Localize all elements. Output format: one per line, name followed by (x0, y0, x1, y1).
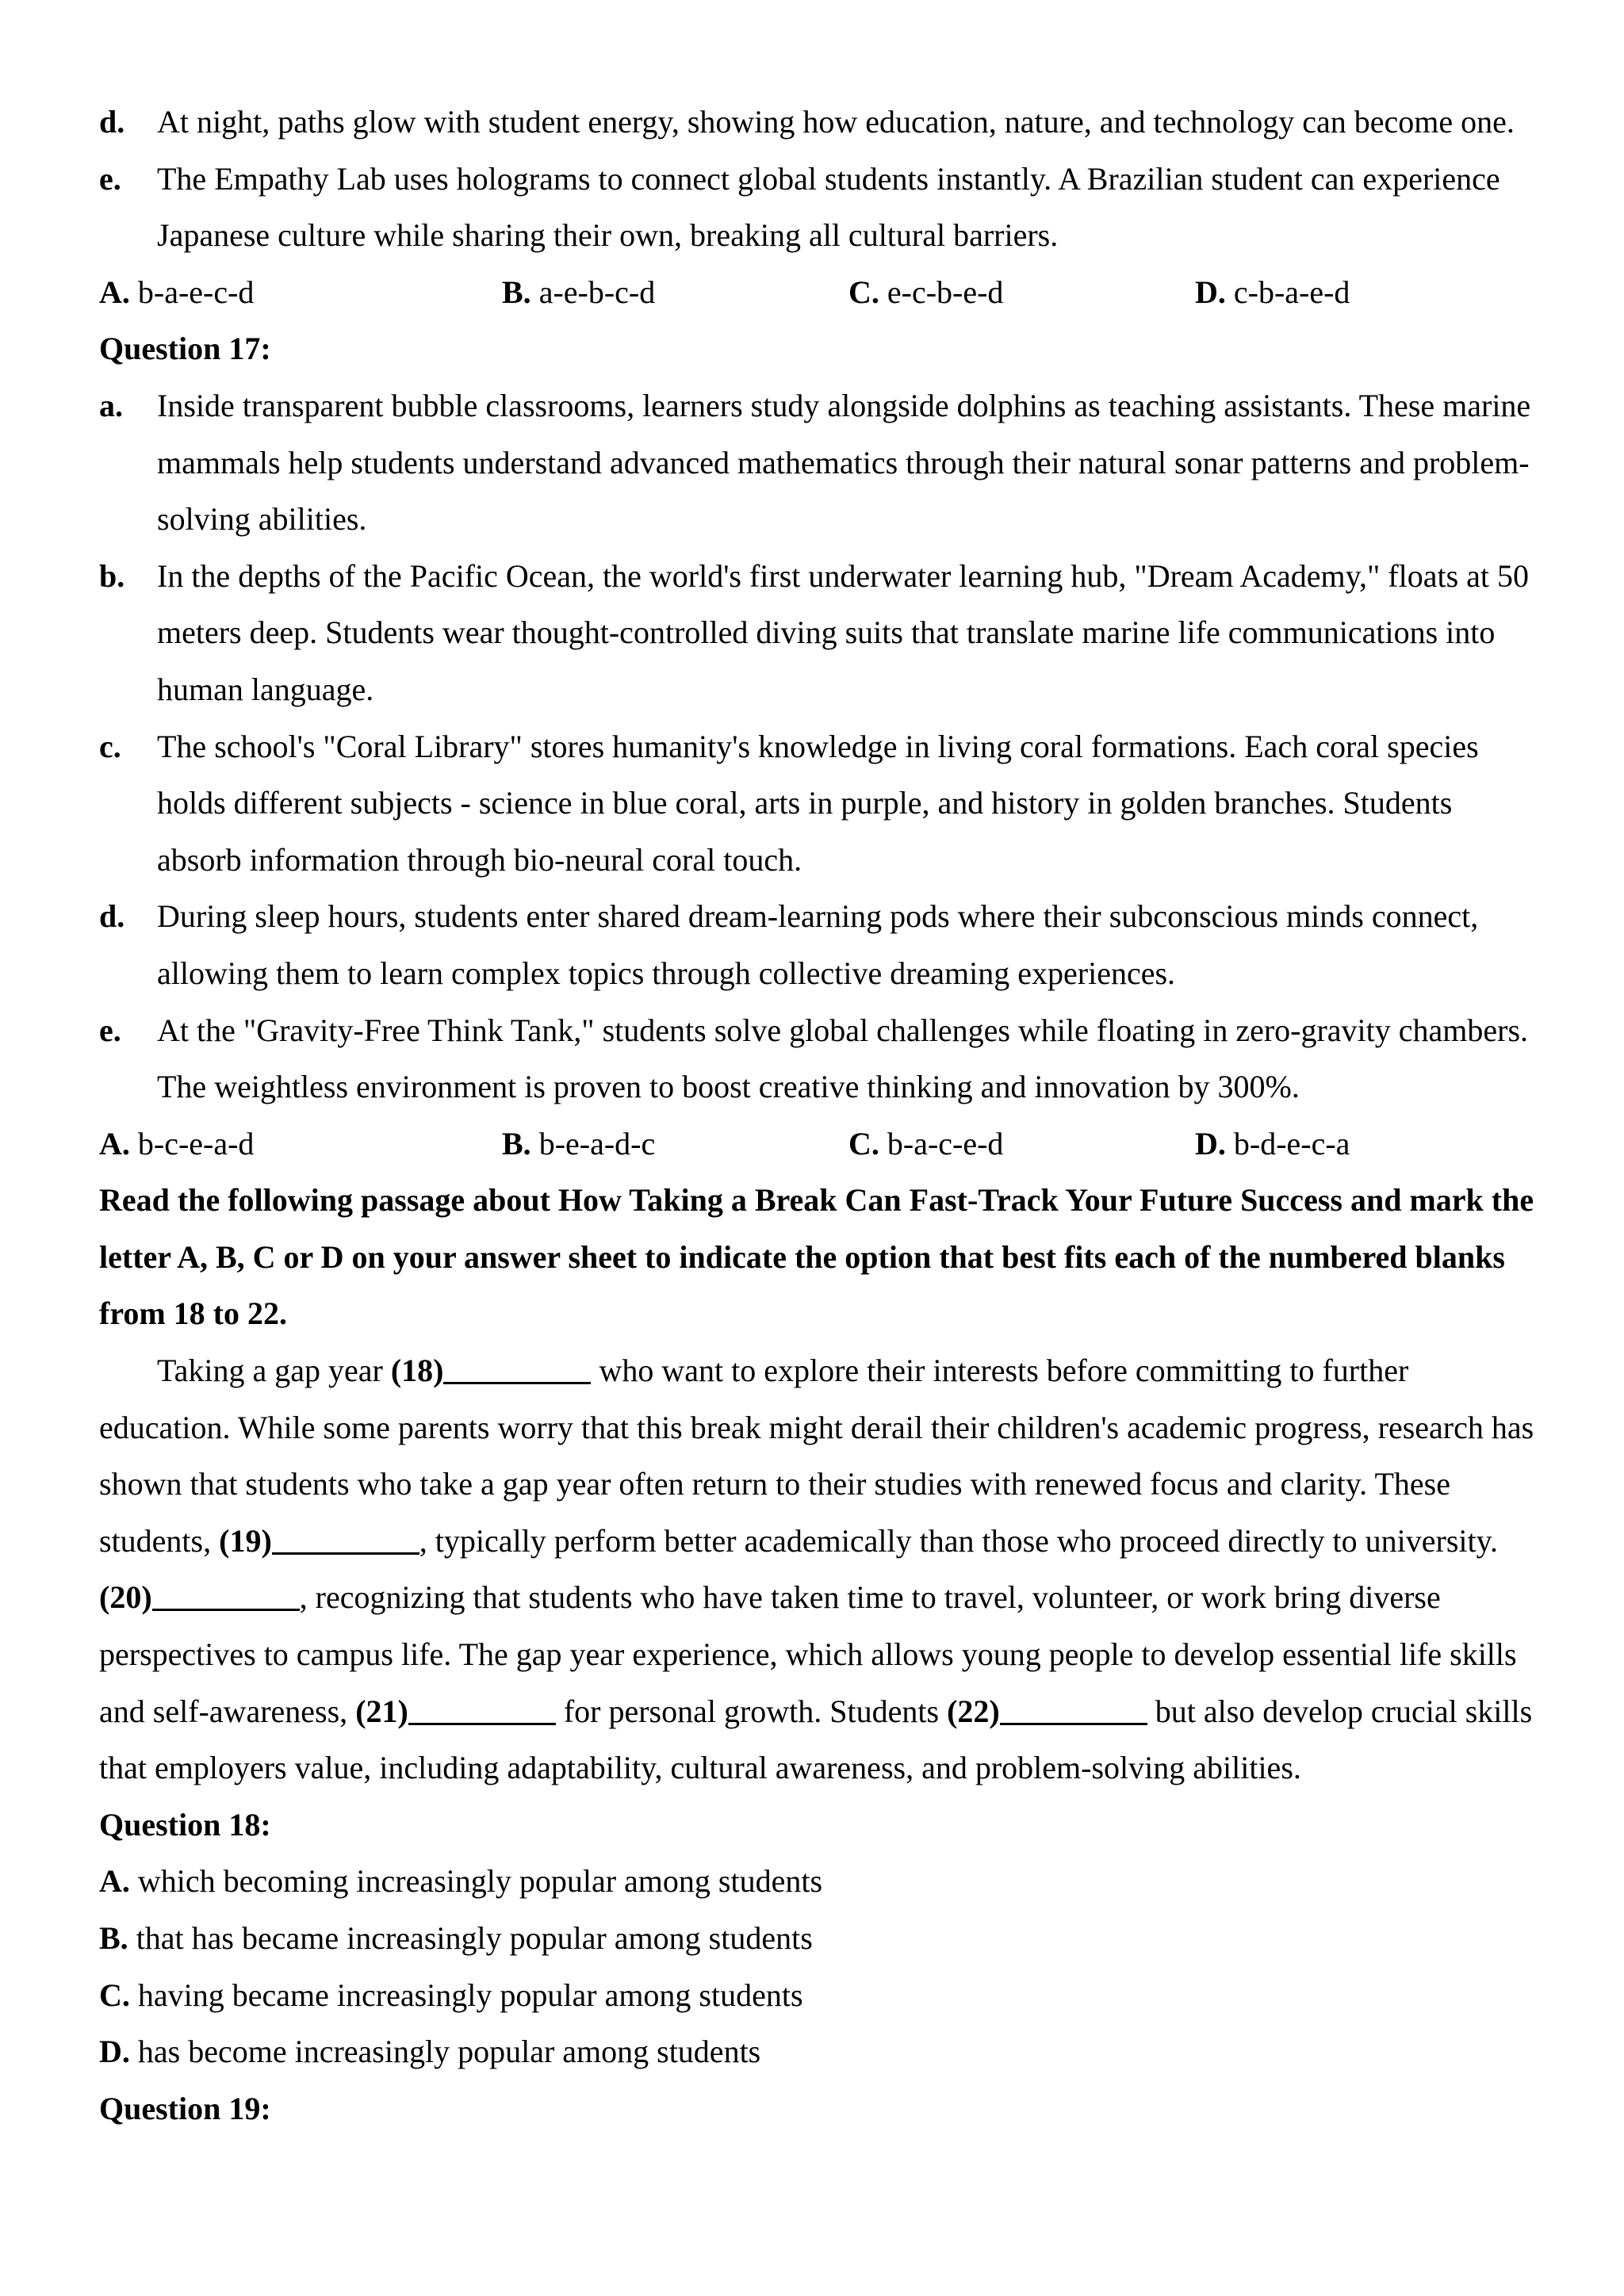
passage-text: for personal growth. Students (555, 1693, 948, 1729)
passage-text: but also develop crucial skills that employers value, including adaptability, cultural awareness, and problem-solving abilities. (99, 1693, 1533, 1786)
q18-choice-a (99, 1853, 1537, 1910)
choice-text: that has became increasingly popular among students (136, 1920, 813, 1956)
item-text: At the "Gravity-Free Think Tank," students solve global challenges while floating in zero-gravity chambers. The weightless environment is proven to boost creative thinking and innovation by 300%. (157, 1012, 1529, 1105)
passage-text: , typically perform better academically than those who proceed directly to university. (419, 1522, 1499, 1559)
item-text: The Empathy Lab uses holograms to connect global students instantly. A Brazilian student can experience Japanese culture while sharing their own, breaking all cultural barriers. (157, 160, 1500, 254)
q18-choice-d (99, 2023, 1537, 2080)
q17-option-a (99, 1115, 502, 1173)
option-text: b-e-a-d-c (538, 1125, 656, 1161)
blank-number-22: (22) (947, 1693, 1000, 1729)
option-text: b-a-c-e-d (887, 1125, 1004, 1161)
option-text: a-e-b-c-d (538, 274, 656, 310)
choice-text: which becoming increasingly popular among students (137, 1863, 823, 1900)
q16-option-a (99, 264, 502, 321)
option-text: c-b-a-e-d (1233, 274, 1350, 310)
blank-number-19: (19) (219, 1522, 272, 1559)
item-label: e. (99, 160, 121, 197)
blank-number-18: (18) (390, 1353, 444, 1389)
item-text: In the depths of the Pacific Ocean, the world's first underwater learning hub, "Dream Academy," floats at 50 meters deep. Students wear thought-controlled diving suits that translate marine life communications into human language. (157, 557, 1530, 707)
option-letter: D. (1195, 274, 1226, 310)
blank-22 (1000, 1691, 1147, 1725)
passage-text: who want to explore their interests before committing to further education. While some parents worry that this break might derail their children's academic progress, research has shown that students who take a gap year often return to their studies with renewed focus and clarity. These students, (99, 1353, 1534, 1559)
item-text: The school's "Coral Library" stores humanity's knowledge in living coral formations. Each coral species holds different subjects - science in blue coral, arts in purple, and history in golden branches. Students absorb information through bio-neural coral touch. (157, 728, 1479, 878)
q17-item-e (99, 1002, 1537, 1115)
option-text: b-a-e-c-d (137, 274, 255, 310)
q17-item-c (99, 718, 1537, 889)
q17-options (99, 1115, 1537, 1173)
q17-item-d (99, 888, 1537, 1001)
passage-paragraph (99, 1342, 1537, 1797)
choice-letter: D. (99, 2034, 130, 2070)
choice-letter: C. (99, 1976, 130, 2013)
choice-letter: A. (99, 1863, 130, 1900)
item-text: At night, paths glow with student energy, showing how education, nature, and technology can become one. (157, 104, 1515, 140)
blank-18 (443, 1350, 591, 1384)
q19-heading: Question 19: (99, 2090, 271, 2126)
item-label: d. (99, 104, 125, 140)
q16-option-c (848, 264, 1195, 321)
blank-21 (408, 1691, 556, 1725)
item-label: d. (99, 898, 125, 935)
option-letter: C. (848, 274, 879, 310)
q17-option-d (1195, 1115, 1350, 1173)
passage-text: , recognizing that students who have taken time to travel, volunteer, or work bring diverse perspectives to campus life. The gap year experience, which allows young people to develop essential life skills and self-awareness, (99, 1579, 1517, 1729)
q18-choice-b (99, 1910, 1537, 1967)
q18-choice-c (99, 1967, 1537, 2024)
q17-heading: Question 17: (99, 331, 271, 367)
blank-number-21: (21) (355, 1693, 408, 1729)
item-label: e. (99, 1012, 121, 1048)
item-label: a. (99, 387, 123, 423)
option-letter: C. (848, 1125, 879, 1161)
option-letter: A. (99, 1125, 130, 1161)
option-letter: D. (1195, 1125, 1226, 1161)
q17-option-c (848, 1115, 1195, 1173)
item-label: b. (99, 557, 125, 594)
passage-text: Taking a gap year (157, 1353, 391, 1389)
q16-option-d (1195, 264, 1350, 321)
blank-number-20: (20) (99, 1579, 152, 1616)
q16-option-b (502, 264, 848, 321)
q18-heading: Question 18: (99, 1806, 271, 1843)
choice-letter: B. (99, 1920, 128, 1956)
option-text: b-c-e-a-d (137, 1125, 255, 1161)
option-letter: B. (502, 274, 531, 310)
choice-text: has become increasingly popular among students (137, 2034, 761, 2070)
option-text: e-c-b-e-d (887, 274, 1004, 310)
q16-options (99, 264, 1537, 321)
q16-item-d (99, 94, 1537, 151)
blank-19 (272, 1521, 419, 1555)
item-label: c. (99, 728, 121, 764)
q17-item-b (99, 548, 1537, 718)
option-text: b-d-e-c-a (1233, 1125, 1350, 1161)
q17-option-b (502, 1115, 848, 1173)
option-letter: B. (502, 1125, 531, 1161)
passage-instruction: Read the following passage about How Taking a Break Can Fast-Track Your Future Success and mark the letter A, B, C or D on your answer sheet to indicate the option that best fits each of the numbered blanks from 18 to 22. (99, 1182, 1534, 1332)
item-text: Inside transparent bubble classrooms, learners study alongside dolphins as teaching assistants. These marine mammals help students understand advanced mathematics through their natural sonar patterns and problem-solving abilities. (157, 387, 1531, 538)
q17-item-a (99, 377, 1537, 548)
blank-20 (152, 1577, 300, 1611)
option-letter: A. (99, 274, 130, 310)
choice-text: having became increasingly popular among students (137, 1976, 803, 2013)
item-text: During sleep hours, students enter shared dream-learning pods where their subconscious minds connect, allowing them to learn complex topics through collective dreaming experiences. (157, 898, 1479, 991)
q16-item-e (99, 151, 1537, 264)
